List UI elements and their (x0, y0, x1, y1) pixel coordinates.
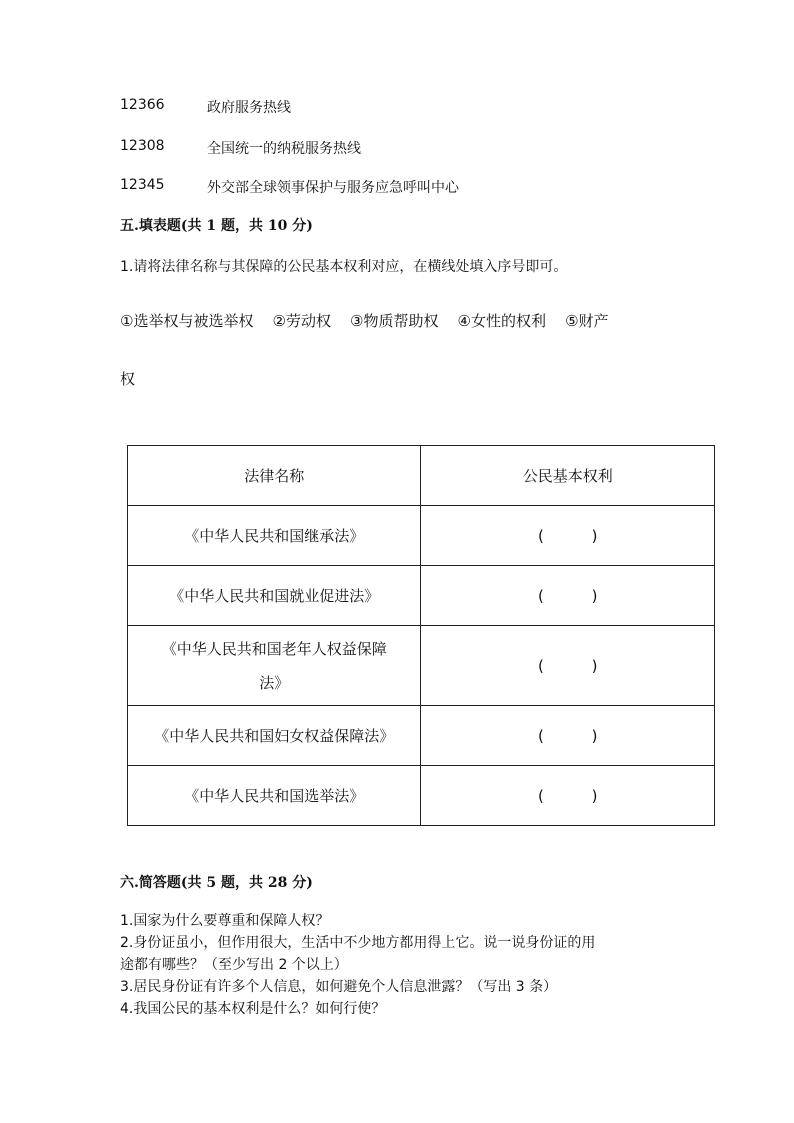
hotline-number: 12366 (120, 97, 165, 113)
answer-blank[interactable]: ( ) (421, 706, 715, 766)
options-line: 权 (120, 370, 136, 388)
question-item: 2.身份证虽小，但作用很大，生活中不少地方都用得上它。说一说身份证的用 (120, 935, 596, 951)
question-item: 途都有哪些？（至少写出 2 个以上） (120, 957, 348, 973)
table-row (128, 626, 715, 706)
question-list (120, 910, 700, 1020)
hotline-description: 全国统一的纳税服务热线 (207, 141, 361, 157)
law-rights-table (127, 445, 715, 826)
law-name-cell: 《中华人民共和国继承法》 (128, 506, 421, 566)
hotline-description: 外交部全球领事保护与服务应急呼叫中心 (207, 180, 459, 196)
question-item: 4.我国公民的基本权利是什么？如何行使？ (120, 1001, 386, 1017)
law-name-cell: 《中华人民共和国妇女权益保障法》 (128, 706, 421, 766)
hotline-number: 12308 (120, 138, 165, 154)
question-text: 1.请将法律名称与其保障的公民基本权利对应，在横线处填入序号即可。 (120, 259, 568, 275)
section-title: 五.填表题(共 1 题，共 10 分) (120, 218, 313, 234)
hotline-description: 政府服务热线 (207, 100, 291, 116)
law-name-line: 法》 (259, 673, 290, 692)
table-row (128, 766, 715, 826)
table-header-row (128, 446, 715, 506)
table-row (128, 566, 715, 626)
header-law-name: 法律名称 (128, 446, 421, 506)
table-row (128, 506, 715, 566)
options-line: ①选举权与被选举权 ②劳动权 ③物质帮助权 ④女性的权利 ⑤财产 (120, 312, 609, 330)
hotline-number: 12345 (120, 177, 165, 193)
law-name-cell: 《中华人民共和国选举法》 (128, 766, 421, 826)
law-name-cell (128, 626, 421, 706)
answer-blank[interactable]: ( ) (421, 766, 715, 826)
question-item: 1.国家为什么要尊重和保障人权？ (120, 913, 330, 929)
answer-blank[interactable]: ( ) (421, 626, 715, 706)
question-item: 3.居民身份证有许多个人信息，如何避免个人信息泄露？（写出 3 条） (120, 979, 558, 995)
answer-blank[interactable]: ( ) (421, 566, 715, 626)
law-name-cell: 《中华人民共和国就业促进法》 (128, 566, 421, 626)
law-name-line: 《中华人民共和国老年人权益保障 (161, 639, 387, 658)
section-title: 六.简答题(共 5 题，共 28 分) (120, 875, 313, 891)
answer-blank[interactable]: ( ) (421, 506, 715, 566)
header-citizen-rights: 公民基本权利 (421, 446, 715, 506)
table-row (128, 706, 715, 766)
